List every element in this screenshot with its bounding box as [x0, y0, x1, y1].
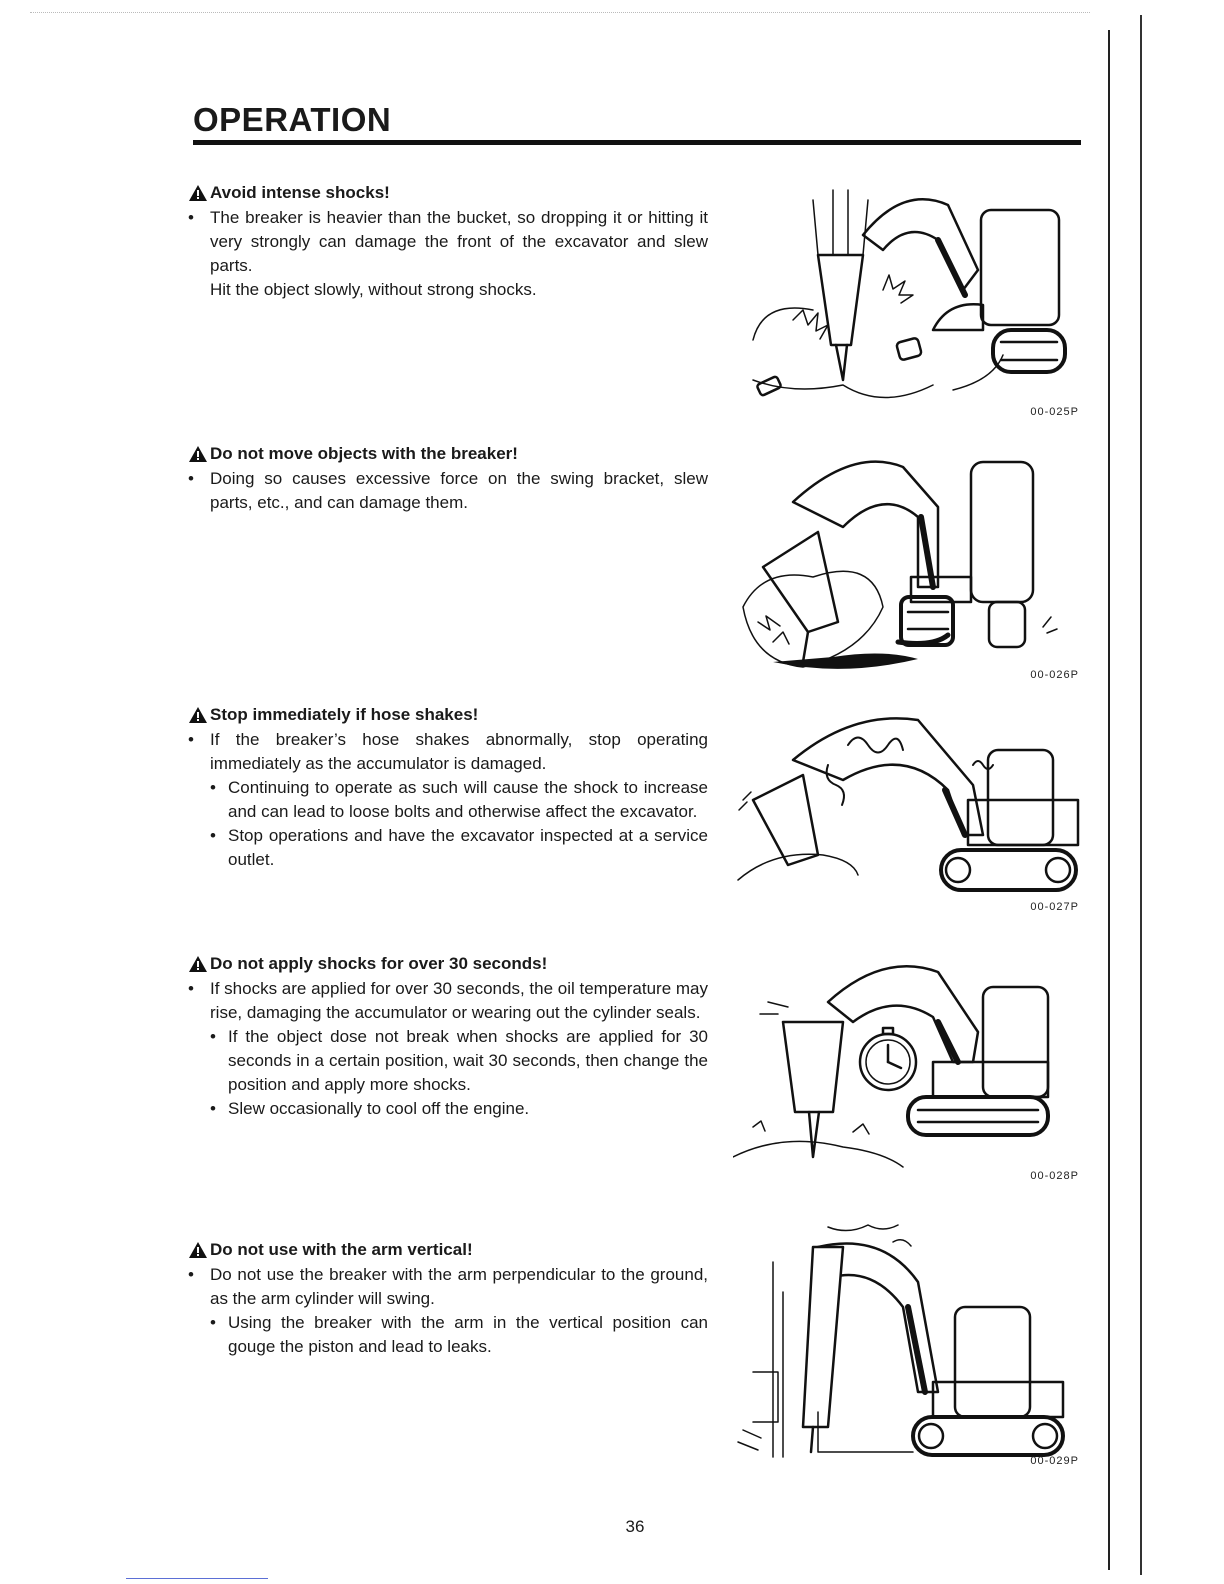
list-item — [188, 467, 708, 515]
section-heading — [188, 443, 708, 465]
section-heading-text: Do not move objects with the breaker! — [210, 444, 518, 463]
figure-code: 00-026P — [1030, 669, 1079, 681]
list-item — [188, 977, 708, 1025]
bullet: • — [210, 1313, 216, 1332]
section-heading-text: Stop immediately if hose shakes! — [210, 705, 479, 724]
item-text: The breaker is heavier than the bucket, so dropping it or hitting it very strongly can damage the front of the excavator and slew parts. — [210, 208, 708, 275]
page-margin-rule — [1108, 30, 1110, 1570]
item-text: If the breaker’s hose shakes abnormally, stop operating immediately as the accumulator is damaged. — [210, 730, 708, 773]
section-heading-text: Avoid intense shocks! — [210, 183, 390, 202]
section-do-not-move-objects — [188, 443, 708, 515]
section-heading — [188, 1239, 708, 1261]
item-text: Continuing to operate as such will cause the shock to increase and can lead to loose bolts and otherwise affect the excavator. — [228, 778, 708, 821]
figure-code: 00-025P — [1030, 406, 1079, 418]
warning-triangle-icon — [188, 184, 208, 202]
list-item — [188, 728, 708, 776]
section-stop-if-hose-shakes — [188, 704, 708, 872]
excavator-breaker-illustration — [733, 437, 1083, 677]
item-text: Using the breaker with the arm in the vertical position can gouge the piston and lead to leaks. — [228, 1313, 708, 1356]
figure-code: 00-029P — [1030, 1455, 1079, 1467]
binding-edge-rule — [1140, 15, 1142, 1575]
warning-triangle-icon — [188, 955, 208, 973]
item-text: Slew occasionally to cool off the engine. — [228, 1099, 530, 1118]
section-avoid-intense-shocks — [188, 182, 708, 302]
figure-hose-shakes — [733, 705, 1083, 915]
sub-list-item — [188, 824, 708, 872]
section-note: Hit the object slowly, without strong shocks. — [210, 280, 537, 299]
excavator-breaker-illustration — [733, 1222, 1083, 1462]
section-heading — [188, 182, 708, 204]
bullet: • — [210, 1099, 216, 1118]
excavator-breaker-illustration — [733, 180, 1083, 410]
bullet: • — [210, 778, 216, 797]
warning-triangle-icon — [188, 445, 208, 463]
item-text: Do not use the breaker with the arm perpendicular to the ground, as the arm cylinder will swing. — [210, 1265, 708, 1308]
excavator-breaker-illustration — [733, 705, 1083, 900]
scan-edge-dots — [30, 12, 1090, 13]
page-number: 36 — [625, 1517, 645, 1536]
sub-list-item — [188, 1311, 708, 1359]
section-no-shocks-over-30s — [188, 953, 708, 1121]
page-title: OPERATION — [193, 101, 392, 138]
list-item — [188, 206, 708, 278]
footer-link-underline — [126, 1578, 268, 1579]
figure-do-not-move-objects — [733, 437, 1083, 687]
section-heading-text: Do not apply shocks for over 30 seconds! — [210, 954, 548, 973]
list-item — [188, 1263, 708, 1311]
warning-triangle-icon — [188, 706, 208, 724]
section-heading-text: Do not use with the arm vertical! — [210, 1240, 473, 1259]
item-text: Stop operations and have the excavator inspected at a service outlet. — [228, 826, 708, 869]
section-heading — [188, 704, 708, 726]
figure-30-seconds — [733, 952, 1083, 1187]
item-text: Doing so causes excessive force on the swing bracket, slew parts, etc., and can damage them. — [210, 469, 708, 512]
section-heading — [188, 953, 708, 975]
title-underline — [193, 140, 1081, 145]
sub-list-item — [188, 1097, 708, 1121]
figure-avoid-shocks — [733, 180, 1083, 425]
bullet: • — [188, 1265, 194, 1284]
bullet: • — [188, 979, 194, 998]
excavator-breaker-illustration — [733, 952, 1083, 1172]
bullet: • — [210, 826, 216, 845]
bullet: • — [188, 730, 194, 749]
warning-triangle-icon — [188, 1241, 208, 1259]
item-text: If shocks are applied for over 30 seconds, the oil temperature may rise, damaging the accumulator or wearing out the cylinder seals. — [210, 979, 708, 1022]
sub-list-item — [188, 1025, 708, 1097]
item-text: If the object dose not break when shocks are applied for 30 seconds in a certain position, wait 30 seconds, then change the position and apply more shocks. — [228, 1027, 708, 1094]
figure-code: 00-028P — [1030, 1170, 1079, 1182]
bullet: • — [188, 469, 194, 488]
figure-code: 00-027P — [1030, 901, 1079, 913]
bullet: • — [188, 208, 194, 227]
sub-list-item — [188, 776, 708, 824]
section-arm-not-vertical — [188, 1239, 708, 1359]
bullet: • — [210, 1027, 216, 1046]
figure-arm-vertical — [733, 1222, 1083, 1472]
